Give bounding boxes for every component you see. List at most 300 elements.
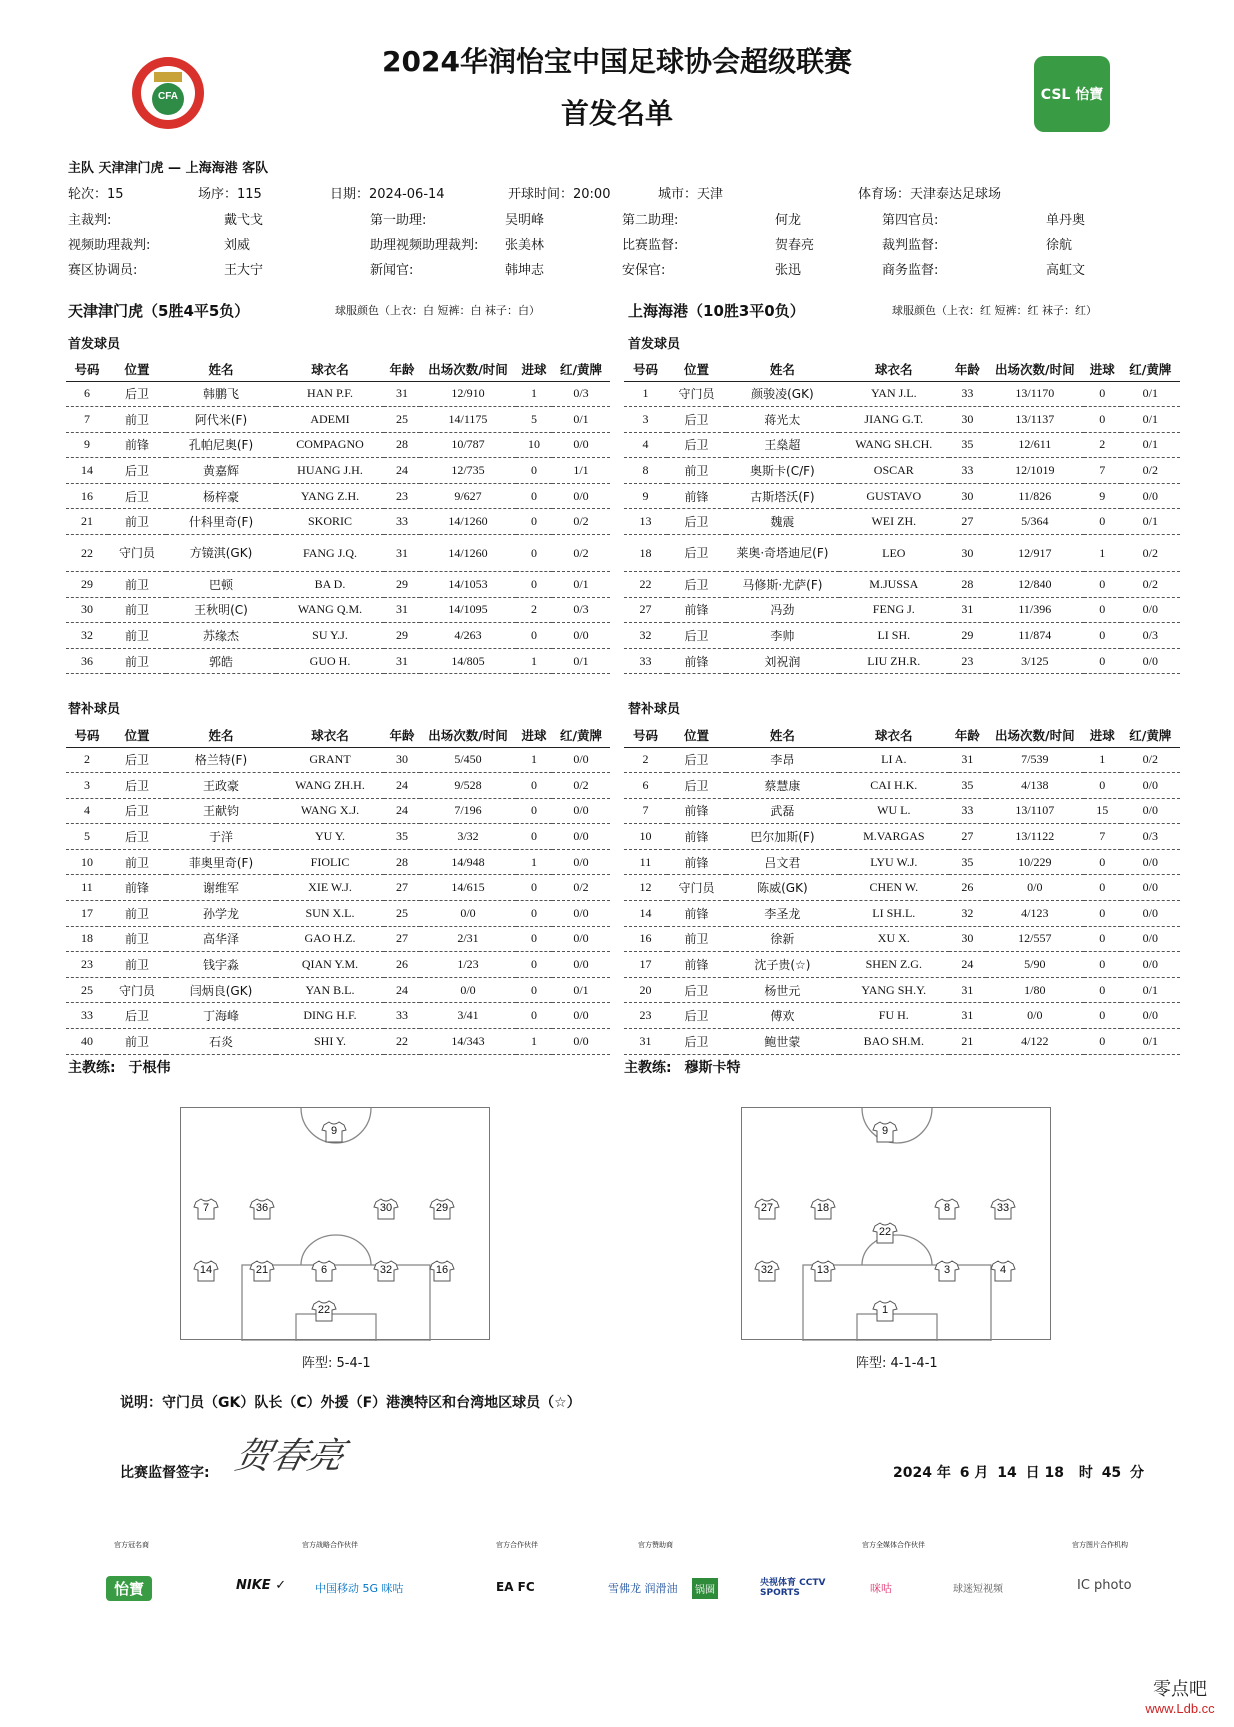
sponsor-label: 官方赞助商 <box>638 1541 673 1549</box>
player-cell: 0/0 <box>552 623 610 649</box>
player-cell: 3 <box>624 407 667 433</box>
player-cell: 李圣龙 <box>726 901 838 927</box>
player-cell: 颜骏凌(GK) <box>726 381 838 407</box>
player-cell: HUANG J.H. <box>276 458 384 484</box>
player-cell: 9 <box>66 432 108 458</box>
player-cell: 什科里奇(F) <box>166 509 276 535</box>
player-cell: 4 <box>624 432 667 458</box>
player-cell: GUSTAVO <box>839 483 949 509</box>
player-cell: 后卫 <box>667 773 726 799</box>
chevron-logo: 雪佛龙 润滑油 <box>608 1582 678 1595</box>
player-cell: 0/1 <box>552 407 610 433</box>
player-cell: 29 <box>384 623 420 649</box>
player-cell: 1/23 <box>420 952 516 978</box>
player-cell: 31 <box>949 597 986 623</box>
signature-label: 比赛监督签字: <box>120 1465 210 1481</box>
away-kit-colors: 球服颜色（上衣：红 短裤：红 袜子：红） <box>892 304 1097 317</box>
sign-time: 2024 年 6 月 14 日 18 时 45 分 <box>893 1465 1145 1481</box>
player-cell: 30 <box>949 483 986 509</box>
player-cell: 王政豪 <box>166 773 276 799</box>
player-row <box>66 747 610 773</box>
player-row <box>66 849 610 875</box>
player-cell: 40 <box>66 1029 108 1055</box>
player-cell: 33 <box>384 1003 420 1029</box>
player-shirt-icon: 33 <box>990 1198 1016 1220</box>
player-cell: 31 <box>949 747 986 773</box>
column-header: 号码 <box>66 723 108 747</box>
player-cell: 前卫 <box>108 849 166 875</box>
player-row <box>66 901 610 927</box>
player-cell: 0/0 <box>1121 1003 1180 1029</box>
player-cell: 后卫 <box>108 798 166 824</box>
player-cell: 0/1 <box>1121 509 1180 535</box>
player-cell: 32 <box>624 623 667 649</box>
player-cell: 23 <box>384 483 420 509</box>
ic-photo-logo: IC photo <box>1077 1578 1132 1593</box>
player-row <box>66 648 610 674</box>
player-row <box>624 1003 1180 1029</box>
player-cell: YANG SH.Y. <box>839 977 949 1003</box>
player-cell: 0/0 <box>1121 798 1180 824</box>
player-cell: 7 <box>1084 824 1121 850</box>
player-cell: 徐新 <box>726 926 838 952</box>
player-cell: 9 <box>1084 483 1121 509</box>
player-cell: WANG X.J. <box>276 798 384 824</box>
player-cell: 0/3 <box>1121 824 1180 850</box>
player-cell: 12/557 <box>986 926 1084 952</box>
player-cell: 0 <box>516 901 552 927</box>
player-shirt-icon: 32 <box>373 1260 399 1282</box>
column-header: 姓名 <box>166 357 276 381</box>
column-header: 红/黄牌 <box>1121 357 1180 381</box>
table-header-row <box>66 723 610 747</box>
player-cell: M.JUSSA <box>839 572 949 598</box>
player-cell: 菲奥里奇(F) <box>166 849 276 875</box>
player-cell: 24 <box>384 977 420 1003</box>
player-cell: 24 <box>384 458 420 484</box>
player-cell: 13/1122 <box>986 824 1084 850</box>
player-cell: 0/0 <box>420 901 516 927</box>
player-cell: 0 <box>1084 952 1121 978</box>
player-cell: 阿代米(F) <box>166 407 276 433</box>
player-cell: 后卫 <box>667 572 726 598</box>
player-cell: 陈威(GK) <box>726 875 838 901</box>
player-cell: 35 <box>949 849 986 875</box>
column-header: 号码 <box>66 357 108 381</box>
away-formation-pitch <box>741 1107 1051 1340</box>
cctv-sports-logo: 央视体育 CCTV SPORTS <box>760 1578 826 1598</box>
player-cell: 5 <box>66 824 108 850</box>
player-row <box>624 977 1180 1003</box>
player-cell: 0/2 <box>1121 458 1180 484</box>
player-cell: 0/3 <box>1121 623 1180 649</box>
csl-logo: CSL 怡寶 <box>1034 56 1110 132</box>
player-shirt-icon: 1 <box>872 1300 898 1322</box>
home-team-name: 天津津门虎（5胜4平5负） <box>68 302 250 320</box>
player-cell: SU Y.J. <box>276 623 384 649</box>
player-cell: 26 <box>384 952 420 978</box>
player-shirt-icon: 32 <box>754 1260 780 1282</box>
player-cell: 29 <box>949 623 986 649</box>
player-cell: 前卫 <box>108 407 166 433</box>
player-cell: 2 <box>66 747 108 773</box>
player-cell: LYU W.J. <box>839 849 949 875</box>
player-cell: 27 <box>949 509 986 535</box>
player-cell: 石炎 <box>166 1029 276 1055</box>
player-cell: 0 <box>516 623 552 649</box>
player-cell: 25 <box>66 977 108 1003</box>
kickoff: 开球时间：20:00 <box>508 187 611 202</box>
player-cell: 31 <box>384 381 420 407</box>
player-cell: 0/3 <box>552 381 610 407</box>
home-formation-pitch <box>180 1107 490 1340</box>
player-cell: 0/0 <box>1121 952 1180 978</box>
player-cell: 马修斯·尤萨(F) <box>726 572 838 598</box>
player-cell: 0 <box>1084 597 1121 623</box>
player-row <box>624 773 1180 799</box>
player-cell: 31 <box>384 648 420 674</box>
player-cell: 1 <box>516 381 552 407</box>
away-starters-title: 首发球员 <box>628 337 681 352</box>
column-header: 位置 <box>667 723 726 747</box>
player-cell: 闫炳良(GK) <box>166 977 276 1003</box>
player-cell: LI SH. <box>839 623 949 649</box>
player-cell: 0 <box>1084 381 1121 407</box>
player-cell: 前卫 <box>667 926 726 952</box>
player-cell: 前卫 <box>108 597 166 623</box>
player-cell: 冯劲 <box>726 597 838 623</box>
player-row <box>624 747 1180 773</box>
player-cell: WANG ZH.H. <box>276 773 384 799</box>
player-shirt-icon: 29 <box>429 1198 455 1220</box>
player-cell: 0 <box>1084 1003 1121 1029</box>
player-cell: 0/0 <box>552 849 610 875</box>
home-kit-colors: 球服颜色（上衣：白 短裤：白 袜子：白） <box>335 304 540 317</box>
player-shirt-icon: 16 <box>429 1260 455 1282</box>
player-cell: 31 <box>949 1003 986 1029</box>
player-cell: 2/31 <box>420 926 516 952</box>
player-cell: XIE W.J. <box>276 875 384 901</box>
player-cell: 14/1095 <box>420 597 516 623</box>
player-cell: GUO H. <box>276 648 384 674</box>
player-cell: 前卫 <box>108 509 166 535</box>
player-cell: 李帅 <box>726 623 838 649</box>
player-cell: 3/125 <box>986 648 1084 674</box>
player-cell: 0/2 <box>552 535 610 572</box>
player-cell: 4/123 <box>986 901 1084 927</box>
home-formation-label: 阵型: 5-4-1 <box>302 1356 371 1371</box>
player-cell: SKORIC <box>276 509 384 535</box>
player-cell: 27 <box>624 597 667 623</box>
match-no: 场序：115 <box>198 187 262 202</box>
player-row <box>624 798 1180 824</box>
player-cell: 4/138 <box>986 773 1084 799</box>
player-cell: 0/1 <box>1121 432 1180 458</box>
player-cell: 0/0 <box>552 1003 610 1029</box>
player-cell: 谢维军 <box>166 875 276 901</box>
player-cell: LEO <box>839 535 949 572</box>
player-cell: 0/0 <box>552 824 610 850</box>
player-cell: XU X. <box>839 926 949 952</box>
player-cell: 前卫 <box>108 648 166 674</box>
player-cell: 13/1170 <box>986 381 1084 407</box>
player-cell: 0 <box>516 798 552 824</box>
column-header: 号码 <box>624 723 667 747</box>
player-cell: 于洋 <box>166 824 276 850</box>
player-cell: 0 <box>516 1003 552 1029</box>
column-header: 出场次数/时间 <box>420 357 516 381</box>
player-cell: 0/2 <box>1121 572 1180 598</box>
player-cell: 0 <box>516 875 552 901</box>
home-subs-table <box>66 723 610 1055</box>
player-cell: 0 <box>516 952 552 978</box>
player-cell: YAN J.L. <box>839 381 949 407</box>
player-cell: 0/0 <box>1121 926 1180 952</box>
player-cell: 0/0 <box>1121 483 1180 509</box>
page-subtitle: 首发名单 <box>560 97 673 130</box>
player-cell: 8 <box>624 458 667 484</box>
player-row <box>66 458 610 484</box>
player-cell: 28 <box>384 849 420 875</box>
player-cell: SHEN Z.G. <box>839 952 949 978</box>
player-cell: 1 <box>516 849 552 875</box>
player-cell: 前锋 <box>667 952 726 978</box>
player-cell: 0 <box>1084 849 1121 875</box>
player-row <box>624 572 1180 598</box>
player-cell: 23 <box>949 648 986 674</box>
player-cell: 0 <box>1084 509 1121 535</box>
player-cell: 苏缘杰 <box>166 623 276 649</box>
player-cell: COMPAGNO <box>276 432 384 458</box>
player-cell: 0/0 <box>552 952 610 978</box>
player-cell: 14/1175 <box>420 407 516 433</box>
player-cell: 前锋 <box>667 849 726 875</box>
player-cell: 18 <box>66 926 108 952</box>
column-header: 出场次数/时间 <box>420 723 516 747</box>
player-row <box>624 1029 1180 1055</box>
away-starters-table <box>624 357 1180 674</box>
player-cell: 格兰特(F) <box>166 747 276 773</box>
player-cell: 36 <box>66 648 108 674</box>
player-cell: 35 <box>949 773 986 799</box>
player-cell: 0 <box>516 458 552 484</box>
player-cell: 35 <box>384 824 420 850</box>
player-cell: 1/80 <box>986 977 1084 1003</box>
player-cell: 0/2 <box>552 875 610 901</box>
player-row <box>66 798 610 824</box>
player-cell: 0/2 <box>552 509 610 535</box>
player-cell: 17 <box>66 901 108 927</box>
player-cell: 0/1 <box>1121 407 1180 433</box>
player-row <box>66 875 610 901</box>
player-row <box>624 381 1180 407</box>
player-cell: 12/910 <box>420 381 516 407</box>
player-cell: 巴顿 <box>166 572 276 598</box>
player-cell: 0 <box>516 535 552 572</box>
player-cell: 0 <box>516 977 552 1003</box>
player-cell: 22 <box>624 572 667 598</box>
player-cell: 0 <box>516 824 552 850</box>
player-cell: 韩鹏飞 <box>166 381 276 407</box>
column-header: 姓名 <box>166 723 276 747</box>
player-cell: 26 <box>949 875 986 901</box>
player-cell: 24 <box>384 773 420 799</box>
player-cell: 0/0 <box>552 747 610 773</box>
player-cell: LI A. <box>839 747 949 773</box>
player-row <box>66 952 610 978</box>
player-cell: 31 <box>949 977 986 1003</box>
player-cell: JIANG G.T. <box>839 407 949 433</box>
watermark: 零点吧 www.Ldb.cc <box>1145 1679 1215 1716</box>
player-cell: 武磊 <box>726 798 838 824</box>
player-cell: FENG J. <box>839 597 949 623</box>
player-row <box>624 824 1180 850</box>
short-video-logo: 球迷短视频 <box>953 1584 1003 1595</box>
player-cell: 0 <box>1084 1029 1121 1055</box>
match-info <box>0 183 1234 201</box>
column-header: 球衣名 <box>839 357 949 381</box>
player-cell: 15 <box>1084 798 1121 824</box>
player-cell: GAO H.Z. <box>276 926 384 952</box>
player-cell: 古斯塔沃(F) <box>726 483 838 509</box>
player-cell: 20 <box>624 977 667 1003</box>
player-cell: 0 <box>1084 901 1121 927</box>
ea-fc-logo: EA FC <box>496 1580 535 1594</box>
player-cell: 孔帕尼奥(F) <box>166 432 276 458</box>
player-cell: 0/0 <box>986 875 1084 901</box>
column-header: 红/黄牌 <box>1121 723 1180 747</box>
teams-line: 主队 天津津门虎 — 上海海港 客队 <box>68 161 269 176</box>
player-cell: 前卫 <box>108 572 166 598</box>
player-shirt-icon: 9 <box>872 1121 898 1143</box>
player-cell: 前锋 <box>667 798 726 824</box>
sponsor-label: 官方战略合作伙伴 <box>302 1541 358 1549</box>
column-header: 年龄 <box>384 357 420 381</box>
player-cell: DING H.F. <box>276 1003 384 1029</box>
player-cell: 9/627 <box>420 483 516 509</box>
player-cell: 14/1260 <box>420 535 516 572</box>
player-cell: 李昂 <box>726 747 838 773</box>
player-cell: 前锋 <box>108 875 166 901</box>
player-cell: 蔡慧康 <box>726 773 838 799</box>
player-cell: 6 <box>624 773 667 799</box>
player-cell: 33 <box>949 381 986 407</box>
player-cell: 后卫 <box>667 509 726 535</box>
player-cell: FANG J.Q. <box>276 535 384 572</box>
player-cell: 孙学龙 <box>166 901 276 927</box>
player-cell: 4/122 <box>986 1029 1084 1055</box>
player-cell: 3/41 <box>420 1003 516 1029</box>
player-cell: 21 <box>66 509 108 535</box>
player-cell: M.VARGAS <box>839 824 949 850</box>
player-shirt-icon: 21 <box>249 1260 275 1282</box>
player-cell: 2 <box>516 597 552 623</box>
player-row <box>66 1003 610 1029</box>
home-starters-title: 首发球员 <box>68 337 121 352</box>
player-cell: 12/917 <box>986 535 1084 572</box>
player-cell: 沈子贵(☆) <box>726 952 838 978</box>
player-cell: 0/2 <box>1121 535 1180 572</box>
player-cell: 30 <box>384 747 420 773</box>
sponsor-strip <box>0 1536 1234 1606</box>
player-cell: 0 <box>516 926 552 952</box>
player-shirt-icon: 13 <box>810 1260 836 1282</box>
player-row <box>624 509 1180 535</box>
player-cell: 32 <box>66 623 108 649</box>
player-shirt-icon: 3 <box>934 1260 960 1282</box>
player-cell: 11/874 <box>986 623 1084 649</box>
player-row <box>624 483 1180 509</box>
player-row <box>624 926 1180 952</box>
player-cell: 前锋 <box>667 597 726 623</box>
player-cell: 黄嘉辉 <box>166 458 276 484</box>
table-header-row <box>66 357 610 381</box>
player-cell: 前卫 <box>108 623 166 649</box>
player-cell: 10 <box>624 824 667 850</box>
player-cell: 33 <box>624 648 667 674</box>
player-cell: 14 <box>624 901 667 927</box>
player-cell: 10 <box>516 432 552 458</box>
player-cell: 14/615 <box>420 875 516 901</box>
player-cell: 24 <box>949 952 986 978</box>
player-cell: 王秋明(C) <box>166 597 276 623</box>
player-cell: 6 <box>66 381 108 407</box>
player-cell: GRANT <box>276 747 384 773</box>
player-cell: 0 <box>516 572 552 598</box>
player-cell: 30 <box>949 926 986 952</box>
player-cell: 28 <box>949 572 986 598</box>
player-shirt-icon: 14 <box>193 1260 219 1282</box>
player-cell: 11/396 <box>986 597 1084 623</box>
player-cell: 21 <box>949 1029 986 1055</box>
player-cell: BA D. <box>276 572 384 598</box>
player-cell: OSCAR <box>839 458 949 484</box>
player-cell: CAI H.K. <box>839 773 949 799</box>
column-header: 球衣名 <box>276 723 384 747</box>
player-cell: 23 <box>624 1003 667 1029</box>
column-header: 出场次数/时间 <box>986 357 1084 381</box>
player-cell: 鲍世蒙 <box>726 1029 838 1055</box>
player-row <box>66 509 610 535</box>
player-cell: 0 <box>1084 572 1121 598</box>
player-cell: 33 <box>66 1003 108 1029</box>
player-cell: ADEMI <box>276 407 384 433</box>
player-cell: 0/1 <box>1121 977 1180 1003</box>
player-cell: 22 <box>66 535 108 572</box>
player-cell: 12/840 <box>986 572 1084 598</box>
player-cell: 4/263 <box>420 623 516 649</box>
player-cell: 傅欢 <box>726 1003 838 1029</box>
home-starters-table <box>66 357 610 674</box>
player-cell: 5/364 <box>986 509 1084 535</box>
player-cell: 蒋光太 <box>726 407 838 433</box>
player-cell: 3 <box>66 773 108 799</box>
sponsor-label: 官方图片合作机构 <box>1072 1541 1128 1549</box>
player-cell: 31 <box>384 597 420 623</box>
player-cell: 14/948 <box>420 849 516 875</box>
player-cell: 1 <box>624 381 667 407</box>
player-cell: 27 <box>384 926 420 952</box>
player-cell: 莱奥·奇塔迪尼(F) <box>726 535 838 572</box>
player-row <box>624 458 1180 484</box>
table-header-row <box>624 723 1180 747</box>
player-cell: 0/0 <box>552 1029 610 1055</box>
player-cell: 5/450 <box>420 747 516 773</box>
column-header: 红/黄牌 <box>552 357 610 381</box>
player-cell: 0/0 <box>1121 901 1180 927</box>
player-cell: 0 <box>1084 648 1121 674</box>
player-cell: WU L. <box>839 798 949 824</box>
